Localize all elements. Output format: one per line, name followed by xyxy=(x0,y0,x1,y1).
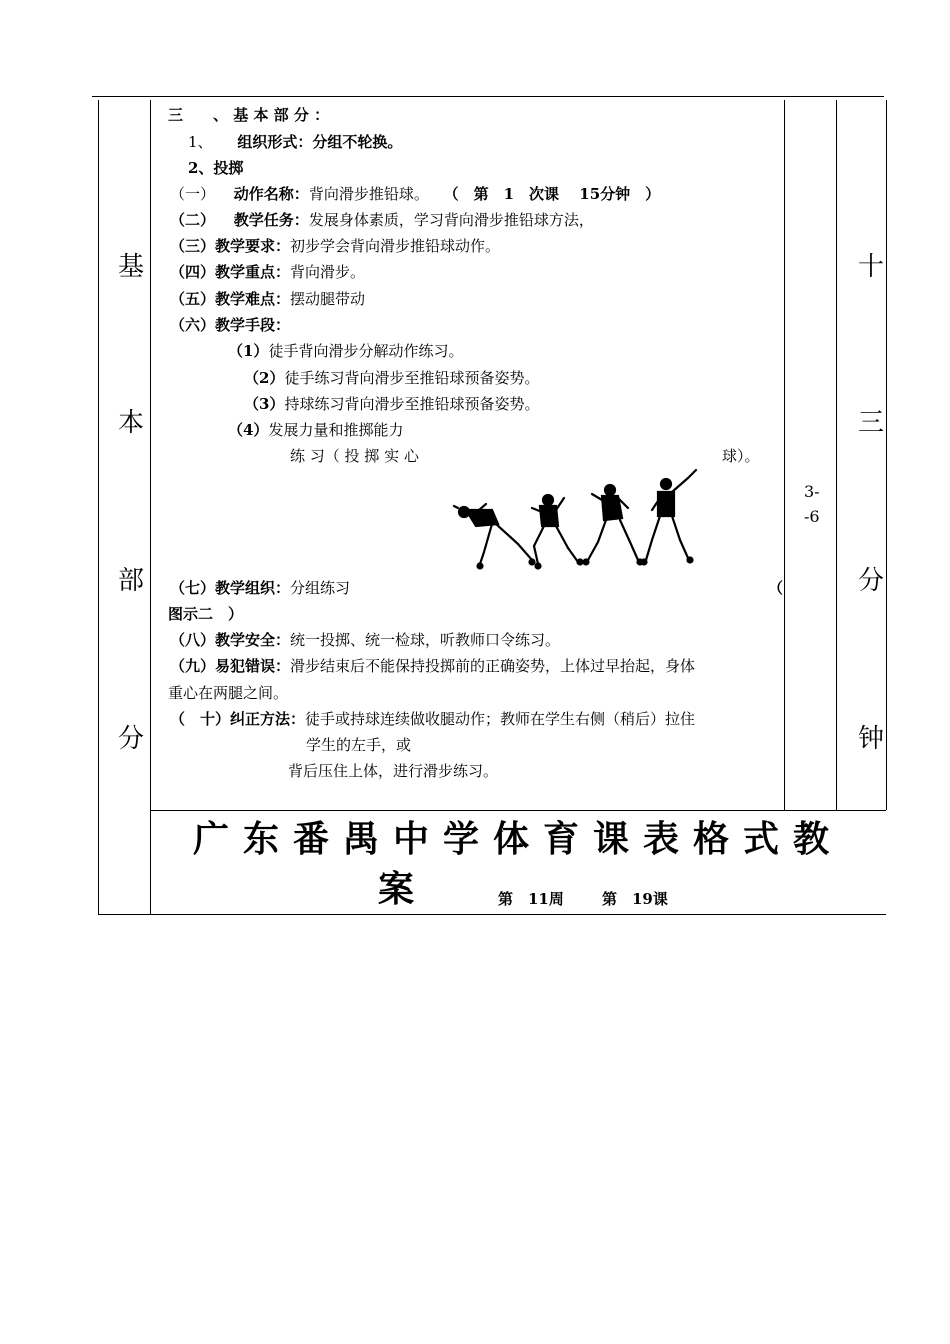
teaching-organization-line xyxy=(170,579,350,597)
side-label-char: 本 xyxy=(118,408,145,438)
organization-continuation: 图示二 ） xyxy=(168,605,244,623)
top-rule xyxy=(92,96,884,97)
method-continuation-end: 球）。 xyxy=(722,447,760,465)
teaching-focus-line xyxy=(170,263,365,281)
method-item xyxy=(228,421,403,439)
teaching-difficulty-line xyxy=(170,290,365,308)
time-range-end: -6 xyxy=(804,507,820,526)
method-number: （4） xyxy=(228,421,269,439)
org-form-label: 组织形式：分组不轮换。 xyxy=(237,133,403,151)
teaching-method-label: （六）教学手段： xyxy=(170,316,291,334)
method-item xyxy=(244,369,539,387)
method-number: （3） xyxy=(244,395,285,413)
organization-paren: （ xyxy=(768,579,784,597)
teaching-requirement-line xyxy=(170,237,500,255)
item-label: （七）教学组织： xyxy=(170,579,291,597)
week-number: 第 11周 xyxy=(498,890,564,908)
method-text: 持球练习背向滑步至推铅球预备姿势。 xyxy=(284,395,540,413)
item-text: 背向滑步推铅球。 xyxy=(308,185,429,203)
duration-label-char: 分 xyxy=(858,566,885,596)
time-range-start: 3- xyxy=(804,482,820,501)
item-label: （四）教学重点： xyxy=(170,263,291,281)
teaching-task-line xyxy=(170,211,594,229)
form-title: 广东番禺中学体育课表格式教 xyxy=(192,819,843,860)
table-border-right xyxy=(886,100,887,810)
item-label: 动作名称： xyxy=(233,185,309,203)
method-number: （1） xyxy=(228,342,269,360)
item-label: （八）教学安全： xyxy=(170,631,291,649)
item-text: 背向滑步。 xyxy=(290,263,366,281)
item-label: （五）教学难点： xyxy=(170,290,291,308)
duration-label-char: 三 xyxy=(858,408,885,438)
org-form-line xyxy=(188,133,402,151)
item-text: 发展身体素质，学习背向滑步推铅球方法， xyxy=(308,211,594,229)
method-continuation: 练 习（ 投 掷 实 心 xyxy=(290,447,419,465)
method-text: 徒手背向滑步分解动作练习。 xyxy=(268,342,464,360)
item-text: 徒手或持球连续做收腿动作；教师在学生右侧（稍后）拉住 xyxy=(305,710,696,728)
correction-method-line xyxy=(170,710,695,728)
table-row-divider xyxy=(150,810,886,811)
item-label: （ 十）纠正方法： xyxy=(170,710,306,728)
side-label-char: 部 xyxy=(118,566,145,596)
item-label: 教学任务： xyxy=(233,211,309,229)
correction-continuation: 学生的左手，或 xyxy=(306,736,412,754)
side-label-char: 基 xyxy=(118,252,145,282)
item-text: 分组练习 xyxy=(290,579,351,597)
item-number: （一） xyxy=(170,185,216,203)
method-text: 发展力量和推掷能力 xyxy=(268,421,404,439)
table-border-col2 xyxy=(784,100,785,810)
throw-label: 2、投掷 xyxy=(188,159,244,177)
teaching-safety-line xyxy=(170,631,560,649)
form-title-continuation: 案 xyxy=(378,869,415,910)
lesson-number: 第 19课 xyxy=(602,890,668,908)
lesson-info: （ 第 1 次课 15分钟 ） xyxy=(443,185,661,203)
item-text: 初步学会背向滑步推铅球动作。 xyxy=(290,237,501,255)
table-border-col1 xyxy=(150,100,151,915)
item-text: 摆动腿带动 xyxy=(290,290,366,308)
correction-continuation: 背后压住上体，进行滑步练习。 xyxy=(288,762,499,780)
method-number: （2） xyxy=(244,369,285,387)
org-form-number: 1、 xyxy=(188,133,213,151)
shot-put-illustration xyxy=(452,468,702,572)
section-heading: 三 、 基 本 部 分 ： xyxy=(168,106,330,124)
item-label: （九）易犯错误： xyxy=(170,657,291,675)
item-text: 统一投掷、统一检球，听教师口令练习。 xyxy=(290,631,561,649)
common-errors-line xyxy=(170,657,695,675)
duration-label-char: 钟 xyxy=(858,724,885,754)
item-number: （二） xyxy=(170,211,216,229)
duration-label-char: 十 xyxy=(858,252,885,282)
method-text: 徒手练习背向滑步至推铅球预备姿势。 xyxy=(284,369,540,387)
item-label: （三）教学要求： xyxy=(170,237,291,255)
item-text: 滑步结束后不能保持投掷前的正确姿势，上体过早抬起，身体 xyxy=(290,657,696,675)
table-border-left xyxy=(98,100,99,915)
table-border-bottom xyxy=(98,914,886,915)
action-name-line xyxy=(170,185,660,203)
common-errors-continuation: 重心在两腿之间。 xyxy=(168,684,289,702)
method-item xyxy=(244,395,539,413)
side-label-char: 分 xyxy=(118,724,145,754)
table-border-col3 xyxy=(836,100,837,810)
method-item xyxy=(228,342,463,360)
